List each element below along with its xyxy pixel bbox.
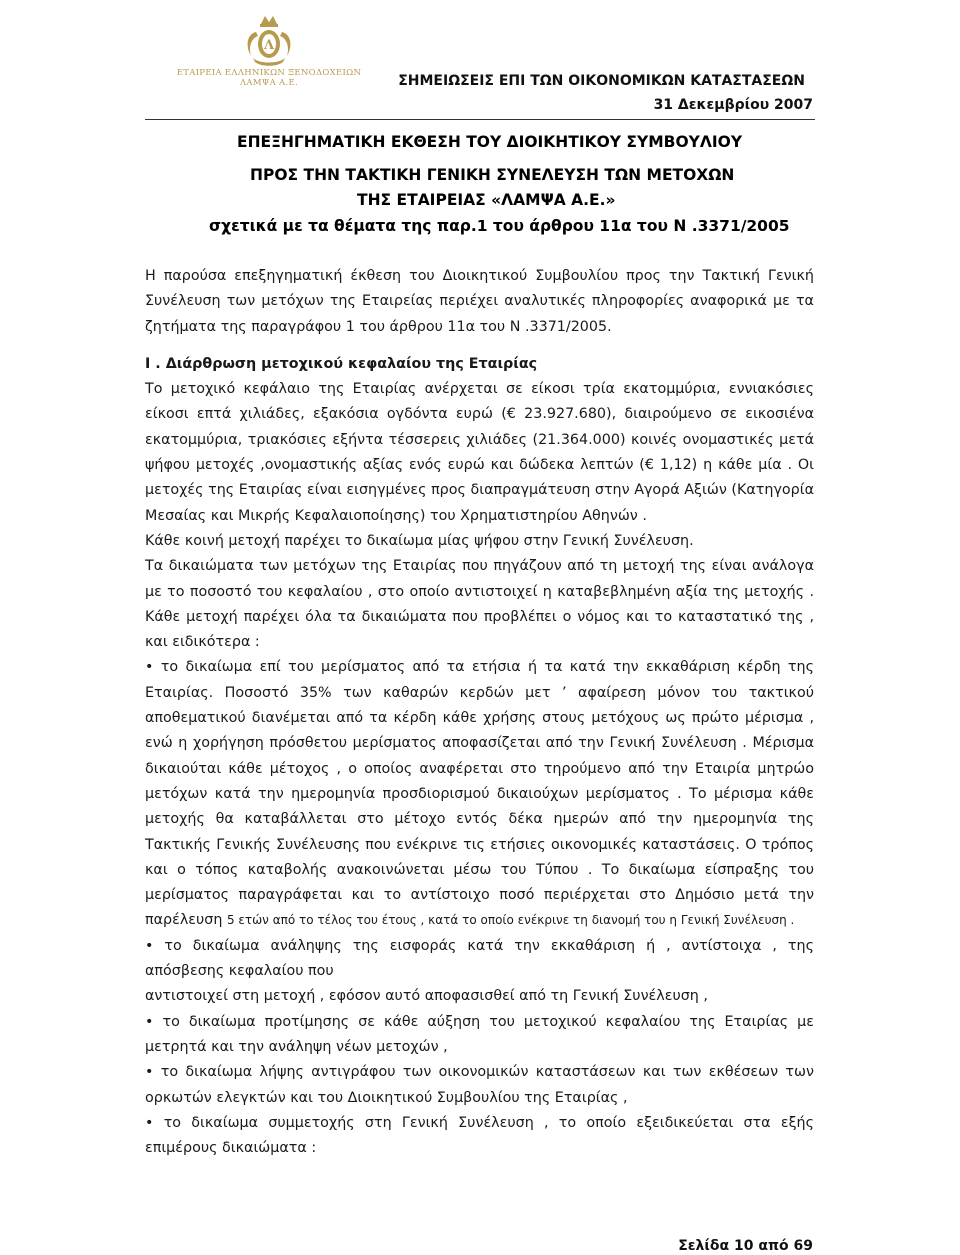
crest-icon (239, 14, 299, 68)
company-name-short: ΛΑΜΨΑ Α.Ε. (239, 78, 299, 88)
document-body (145, 264, 814, 1161)
intro-paragraph: Η παρούσα επεξηγηματική έκθεση του Διοικητικού Συμβουλίου προς την Τακτική Γενική Συνέλευση των μετόχων της Εταιρείας περιέχει αναλυτικές πληροφορίες αναφορικά με τα ζητήματα της παραγράφου 1 του άρθρου 11α του Ν .3371/2005. (145, 268, 814, 335)
preemption-bullet: • το δικαίωμα προτίμησης σε κάθε αύξηση του μετοχικού κεφαλαίου της Εταιρίας με μετρητά και την ανάληψη νέων μετοχών , (145, 1013, 814, 1055)
header-date: 31 Δεκεμβρίου 2007 (653, 97, 813, 113)
header-title: ΣΗΜΕΙΩΣΕΙΣ ΕΠΙ ΤΩΝ ΟΙΚΟΝΟΜΙΚΩΝ ΚΑΤΑΣΤΑΣΕΩΝ (398, 73, 805, 89)
dividend-bullet-small-text: 5 ετών από το τέλος του έτους , κατά το οποίο ενέκρινε τη διανομή του η Γενική Συνέλευση . (226, 913, 795, 928)
report-legal-reference: σχετικά με τα θέματα της παρ.1 του άρθρου 11α του Ν .3371/2005 (209, 217, 790, 235)
dividend-bullet-text: • το δικαίωμα επί του μερίσματος από τα ετήσια ή τα κατά την εκκαθάριση κέρδη της Εταιρίας. Ποσοστό 35% των καθαρών κερδών μετ ’ αφαίρεση μόνον του τακτικού αποθεματικού διανέμεται από τα κέρδη κάθε χρήσης στους μετόχους ως πρώτο μέρισμα , ενώ η χορήγηση πρόσθετου μερίσματος αποφασίζεται από την Γενική Συνέλευση . Μέρισμα δικαιούται κάθε μέτοχος , ο οποίος αναφέρεται στο τηρούμενο από την Εταιρία μητρώο μετόχων κατά την ημερομηνία προσδιορισμού δικαιούχων μερίσματος . Το μέρισμα κάθε μετοχής θα καταβάλλεται στο μέτοχο εντός δέκα ημερών από την ημερομηνία της Τακτικής Γενικής Συνέλευσης που ενέκρινε τις ετήσιες οικονομικές καταστάσεις. Ο τρόπος και ο τόπος καταβολής ανακοινώνεται μέσω του Τύπου . Το δικαίωμα είσπραξης του μερίσματος παραγράφεται και το αντίστοιχο ποσό περιέρχεται στο Δημόσιο μετά την παρέλευση (145, 659, 814, 929)
rights-paragraph: Τα δικαιώματα των μετόχων της Εταιρίας που πηγάζουν από τη μετοχή της είναι ανάλογα με το ποσοστό του κεφαλαίου , στο οποίο αντιστοιχεί η καταβεβλημένη αξία της μετοχής . Κάθε μετοχή παρέχει όλα τα δικαιώματα που προβλέπει ο νόμος και το καταστατικό της , και ειδικότερα : (145, 558, 814, 651)
header-rule (145, 119, 815, 120)
voting-paragraph: Κάθε κοινή μετοχή παρέχει το δικαίωμα μίας ψήφου στην Γενική Συνέλευση. (145, 532, 694, 549)
liquidation-bullet: • το δικαίωμα ανάληψης της εισφοράς κατά την εκκαθάριση ή , αντίστοιχα , της απόσβεσης κεφαλαίου που (145, 937, 814, 980)
page-number: Σελίδα 10 από 69 (678, 1238, 813, 1254)
liquidation-bullet-continuation: αντιστοιχεί στη μετοχή , εφόσον αυτό αποφασισθεί από τη Γενική Συνέλευση , (145, 988, 708, 1005)
report-title: ΕΠΕΞΗΓΗΜΑΤΙΚΗ ΕΚΘΕΣΗ ΤΟΥ ΔΙΟΙΚΗΤΙΚΟΥ ΣΥΜΒΟΥΛΙΟΥ (237, 133, 743, 151)
capital-paragraph: Το μετοχικό κεφάλαιο της Εταιρίας ανέρχεται σε είκοσι τρία εκατομμύρια, εννιακόσιες είκοσι επτά χιλιάδες, εξακόσια ογδόντα ευρώ (€ 23.927.680), διαιρούμενο σε εικοσιένα εκατομμύρια, τριακόσιες εξήντα τέσσερεις χιλιάδες (21.364.000) κοινές ονομαστικές μετά ψήφου μετοχές ,ονομαστικής αξίας ενός ευρώ και δώδεκα λεπτών (€ 1,12) η κάθε μία . Οι μετοχές της Εταιρίας είναι εισηγμένες προς διαπραγμάτευση στην Αγορά Αξιών (Κατηγορία Μεσαίας και Μικρής Κεφαλαιοποίησης) του Χρηματιστηρίου Αθηνών . (145, 381, 814, 524)
assembly-bullet: • το δικαίωμα συμμετοχής στη Γενική Συνέλευση , το οποίο εξειδικεύεται στα εξής επιμέρους δικαιώματα : (145, 1114, 814, 1157)
dividend-bullet (145, 655, 814, 933)
report-company: ΤΗΣ ΕΤΑΙΡΕΙΑΣ «ΛΑΜΨΑ Α.Ε.» (357, 191, 616, 209)
statements-bullet: • το δικαίωμα λήψης αντιγράφου των οικονομικών καταστάσεων και των εκθέσεων των ορκωτών ελεγκτών και του Διοικητικού Συμβουλίου της Εταιρίας , (145, 1064, 814, 1106)
svg-text:Λ: Λ (263, 38, 275, 53)
section-heading: Ι . Διάρθρωση μετοχικού κεφαλαίου της Εταιρίας (145, 355, 538, 372)
report-subtitle: ΠΡΟΣ ΤΗΝ ΤΑΚΤΙΚΗ ΓΕΝΙΚΗ ΣΥΝΕΛΕΥΣΗ ΤΩΝ ΜΕΤΟΧΩΝ (250, 166, 735, 184)
company-logo (176, 14, 362, 94)
company-name: ΕΤΑΙΡΕΙΑ ΕΛΛΗΝΙΚΩΝ ΞΕΝΟΔΟΧΕΙΩΝ (176, 68, 362, 78)
